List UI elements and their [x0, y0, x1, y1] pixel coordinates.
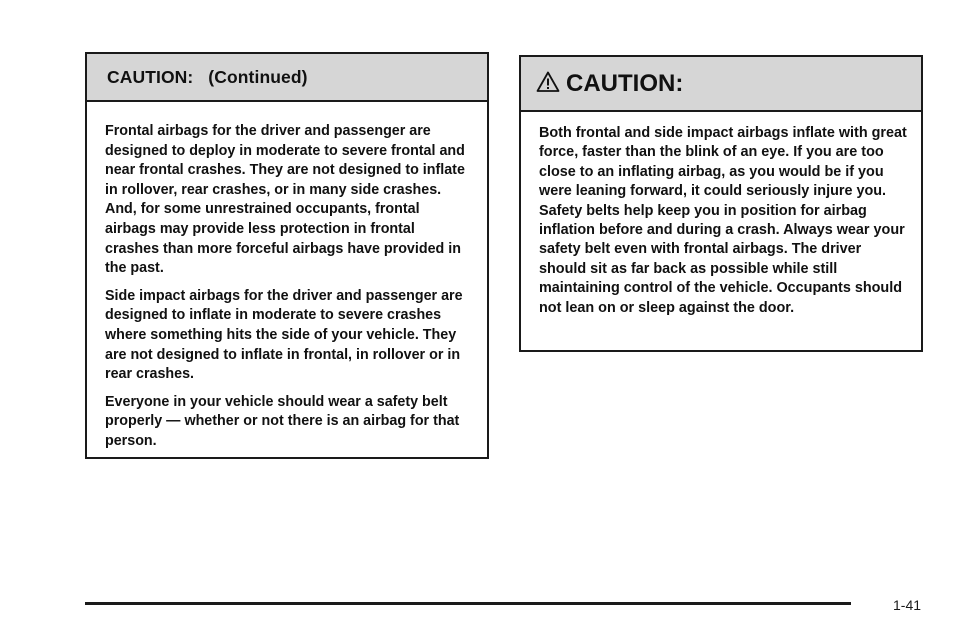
caution-paragraph-safety-belt: Everyone in your vehicle should wear a safety belt properly — whether or not there is an airbag for that person. — [105, 393, 460, 449]
caution-paragraph-frontal-airbags: Frontal airbags for the driver and passenger are designed to deploy in moderate to severe frontal and near frontal crashes. They are not designed to inflate in rollover, rear crashes, or in many side crashes. And, for some unrestrained occupants, frontal airbags may provide less protection in frontal crashes than more forceful airbags have provided in the past. — [105, 123, 465, 277]
caution-header — [521, 57, 921, 112]
caution-continued-title: CAUTION: (Continued) — [107, 66, 308, 87]
caution-title: CAUTION: — [566, 69, 684, 97]
caution-continued-header — [87, 54, 487, 102]
page-number: 1-41 — [893, 597, 922, 613]
caution-paragraph-side-airbags: Side impact airbags for the driver and passenger are designed to inflate in moderate to severe crashes where something hits the side of your vehicle. They are not designed to inflate in frontal, in rollover or in rear crashes. — [105, 287, 463, 383]
caution-continued-box — [85, 52, 489, 459]
caution-body — [521, 112, 921, 318]
footer-rule — [85, 602, 851, 605]
caution-box — [519, 55, 923, 352]
warning-triangle-icon — [536, 70, 560, 94]
caution-paragraph-airbag-force: Both frontal and side impact airbags inflate with great force, faster than the blink of an eye. If you are too close to an inflating airbag, as you would be if you were leaning forward, it could seriously injure you. Safety belts help keep you in position for airbag inflation before and during a crash. Always wear your safety belt even with frontal airbags. The driver should sit as far back as possible while still maintaining control of the vehicle. Occupants should not lean on or sleep against the door. — [539, 125, 907, 316]
caution-continued-body — [87, 102, 487, 452]
